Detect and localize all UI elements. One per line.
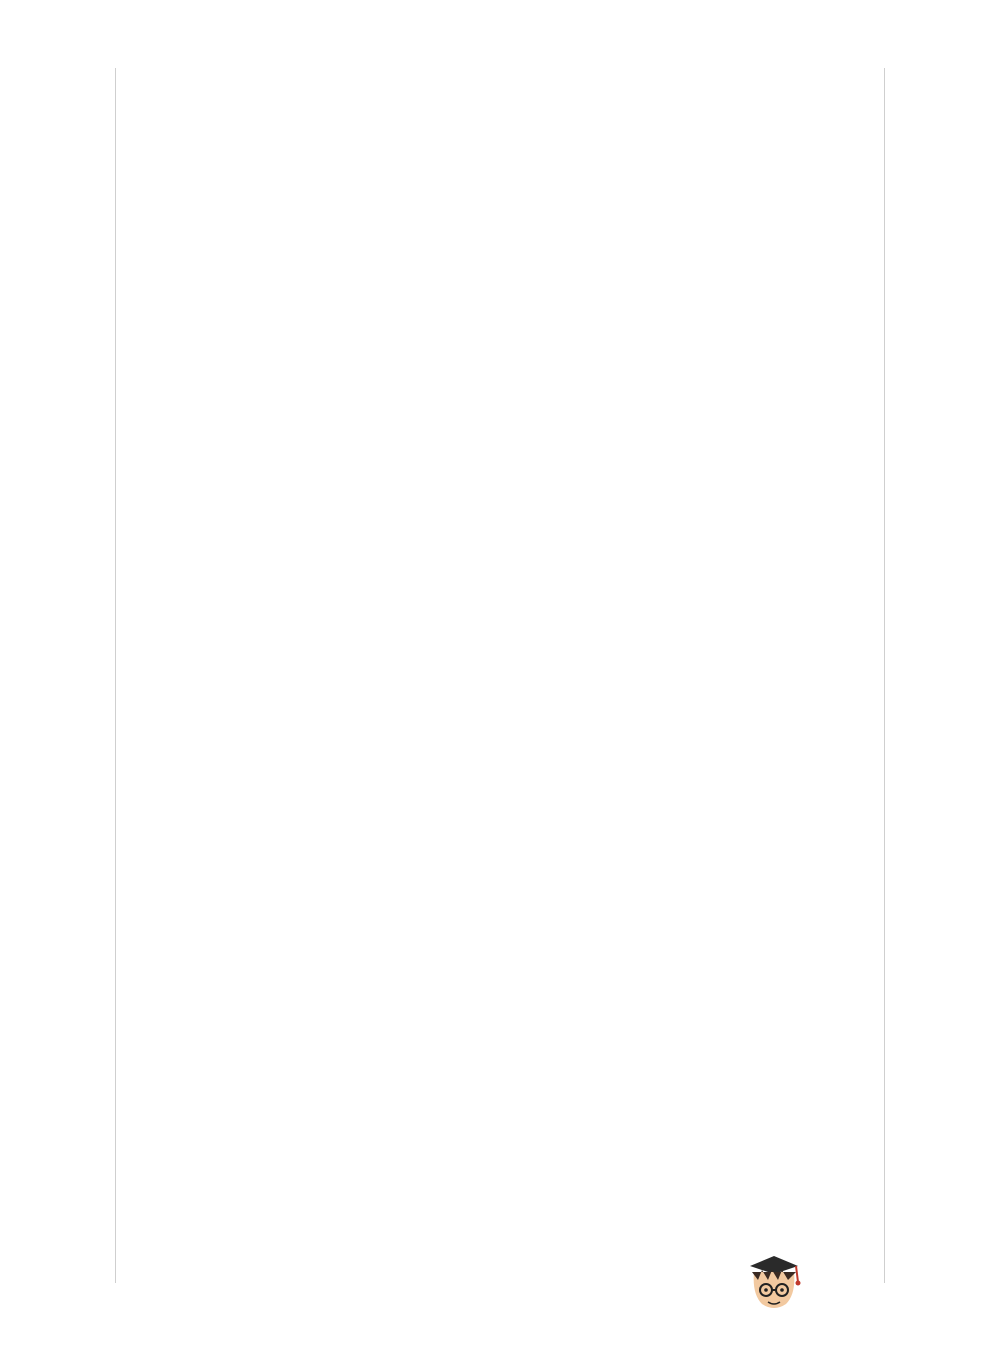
page-border-right <box>884 68 885 1283</box>
page-border-left <box>115 68 116 1283</box>
student-mascot-icon <box>742 1252 804 1316</box>
collegedunia-logo <box>742 1250 972 1320</box>
